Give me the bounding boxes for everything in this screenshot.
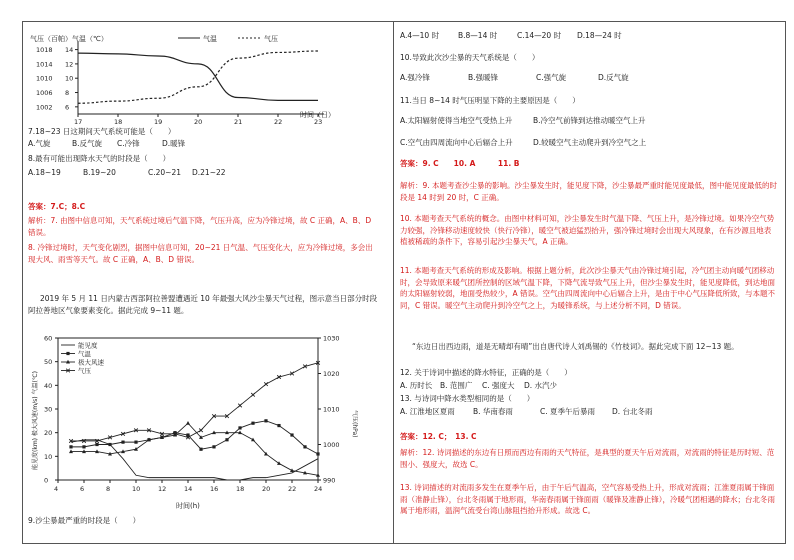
explanation-10: 10. 本题考查天气系统的概念。由图中材料可知，沙尘暴发生时气温下降、气压上升，是冷锋过境。如果冷空气势力较强，冷锋移动速度较快（快行冷锋），暖空气被迫猛烈抬升，强冷锋过境时会出现大风现象，在有沙源且地表植被稀疏的条件下，容易引起沙尘暴天气，A 正确。 bbox=[400, 214, 775, 246]
data-point bbox=[264, 382, 268, 386]
chart2-x-tick-label: 12 bbox=[158, 485, 167, 493]
chart1-x-tick-label: 21 bbox=[234, 118, 243, 126]
chart2-right-tick-label: 1000 bbox=[323, 441, 340, 449]
legend-label: 极大风速 bbox=[78, 358, 104, 367]
data-point bbox=[186, 421, 190, 425]
data-point bbox=[121, 441, 124, 444]
chart1-xlabel: 时间（日） bbox=[300, 111, 335, 119]
answer-7-8: 答案：7.C；8.C bbox=[28, 202, 86, 211]
q11-stem: 11.当日 8~14 时气压明显下降的主要原因是（ ） bbox=[400, 96, 580, 105]
chart2-x-tick-label: 16 bbox=[210, 485, 219, 493]
chart1-pres-tick-label: 1002 bbox=[36, 103, 53, 112]
chart2-x-tick-label: 18 bbox=[236, 485, 245, 493]
data-point bbox=[212, 445, 215, 448]
data-point bbox=[251, 393, 255, 397]
chart2-left-tick-label: 0 bbox=[44, 476, 49, 485]
q12-option-c[interactable]: C. 强度大 bbox=[482, 381, 515, 390]
chart1-x-tick-label: 22 bbox=[274, 118, 283, 126]
chart1-pres-tick-label: 1018 bbox=[36, 46, 53, 55]
q11-option-d[interactable]: D.较暖空气主动爬升到冷空气之上 bbox=[533, 138, 647, 147]
chart2-x-tick-label: 6 bbox=[80, 485, 85, 493]
q8-option-a[interactable]: A.18~19 bbox=[28, 168, 61, 177]
temp-pressure-chart bbox=[28, 32, 368, 127]
q9-option-a[interactable]: A.4—10 时 bbox=[400, 31, 440, 40]
q13-option-d[interactable]: D. 台北冬雨 bbox=[612, 407, 653, 416]
chart2-x-tick-label: 24 bbox=[314, 485, 323, 493]
chart1-ylabel: 气压（百帕）气温（℃） bbox=[30, 35, 108, 43]
legend-pres-label: 气压 bbox=[264, 35, 278, 43]
q12-option-d[interactable]: D. 水汽少 bbox=[524, 381, 558, 390]
data-point bbox=[277, 461, 281, 465]
q8-option-d[interactable]: D.21~22 bbox=[192, 168, 226, 177]
q7-option-b[interactable]: B.反气旋 bbox=[72, 139, 103, 148]
data-point bbox=[69, 445, 72, 448]
q12-stem: 12. 关于诗词中描述的降水特征，正确的是（ ） bbox=[400, 368, 572, 377]
q13-stem: 13. 与诗词中降水类型相同的是（ ） bbox=[400, 394, 535, 403]
q9-stem: 9.沙尘暴最严重的时段是（ ） bbox=[28, 516, 141, 525]
data-point bbox=[95, 443, 98, 446]
series-line-2 bbox=[71, 423, 318, 475]
q9-option-d[interactable]: D.18—24 时 bbox=[577, 31, 622, 40]
q10-option-b[interactable]: B.强暖锋 bbox=[468, 73, 499, 82]
chart1-x-tick-label: 18 bbox=[114, 118, 123, 126]
series-line-0 bbox=[71, 440, 318, 480]
chart2-right-tick-label: 990 bbox=[323, 476, 336, 485]
q7-option-d[interactable]: D.暖锋 bbox=[162, 139, 186, 148]
q10-option-c[interactable]: C.强气旋 bbox=[536, 73, 567, 82]
data-point bbox=[303, 445, 306, 448]
column-divider bbox=[393, 21, 394, 544]
q9-option-c[interactable]: C.14—20 时 bbox=[517, 31, 562, 40]
chart2-left-tick-label: 60 bbox=[44, 334, 53, 343]
chart1-pres-tick-label: 1014 bbox=[36, 60, 53, 69]
legend-label: 气压 bbox=[78, 367, 91, 375]
chart1-pres-tick-label: 1006 bbox=[36, 89, 53, 98]
chart1-x-tick-label: 17 bbox=[74, 118, 83, 126]
chart2-x-tick-label: 20 bbox=[262, 485, 271, 493]
chart1-x-tick-label: 19 bbox=[154, 118, 163, 126]
data-point bbox=[238, 426, 241, 429]
sandstorm-chart bbox=[28, 330, 358, 510]
temp-line bbox=[78, 53, 318, 100]
data-point bbox=[82, 445, 85, 448]
explanation-7: 解析：7. 由图中信息可知，天气系统过境后气温下降，气压升高，应为冷锋过境，故 C 正确，A、B、D 错误。 bbox=[28, 216, 372, 237]
chart2-left-tick-label: 30 bbox=[44, 405, 53, 414]
chart1-temp-tick-label: 12 bbox=[65, 60, 74, 69]
chart2-right-tick-label: 1020 bbox=[323, 370, 340, 378]
chart2-xlabel: 时间(h) bbox=[176, 502, 200, 510]
explanation-9: 解析：9. 本题考查沙尘暴的影响。沙尘暴发生时，能见度下降，沙尘暴最严重时能见度最低，图中能见度最低的时段是 14 时到 20 时，C 正确。 bbox=[400, 181, 778, 202]
data-point bbox=[277, 424, 280, 427]
q11-option-c[interactable]: C.空气由四周流向中心后辐合上升 bbox=[400, 138, 513, 147]
explanation-12: 解析：12. 诗词描述的东边有日照而西边有雨的天气特征，是典型的夏天午后对流雨，对流雨的特征是历时短、范围小、强度大，故选 C。 bbox=[400, 448, 775, 469]
q8-option-b[interactable]: B.19~20 bbox=[83, 168, 116, 177]
pressure-line bbox=[78, 51, 318, 103]
q13-option-a[interactable]: A. 江淮地区夏雨 bbox=[400, 407, 455, 416]
intro-9-11: 2019 年 5 月 11 日内蒙古西部阿拉善盟遭遇近 10 年最强大风沙尘暴天气过程，图示意当日部分时段阿拉善地区气象要素变化。据此完成 9~11 题。 bbox=[28, 294, 378, 315]
data-point bbox=[290, 433, 293, 436]
chart1-temp-tick-label: 10 bbox=[65, 74, 74, 83]
chart1-x-tick-label: 20 bbox=[194, 118, 203, 126]
series-line-1 bbox=[71, 421, 318, 454]
q7-stem: 7.18~23 日这期间天气系统可能是（ ） bbox=[28, 127, 176, 136]
q13-option-c[interactable]: C. 夏季午后暴雨 bbox=[540, 407, 596, 416]
q13-option-b[interactable]: B. 华南春雨 bbox=[473, 407, 513, 416]
chart2-left-tick-label: 40 bbox=[44, 381, 53, 390]
data-point bbox=[108, 443, 111, 446]
chart2-x-tick-label: 22 bbox=[288, 485, 297, 493]
q12-option-b[interactable]: B. 范围广 bbox=[440, 381, 473, 390]
chart2-ylabel-left: 能见度(km) 极大风速(m/s) 气温(℃) bbox=[32, 371, 39, 470]
chart2-x-tick-label: 10 bbox=[132, 485, 141, 493]
data-point bbox=[225, 438, 228, 441]
chart2-ylabel-right: 气压(hPa) bbox=[351, 410, 358, 438]
q8-option-c[interactable]: C.20~21 bbox=[148, 168, 181, 177]
q7-option-c[interactable]: C.冷锋 bbox=[117, 139, 140, 148]
q9-option-b[interactable]: B.8—14 时 bbox=[458, 31, 498, 40]
explanation-8: 8. 冷锋过境时，天气变化剧烈，据图中信息可知，20~21 日气温、气压变化大，应为冷锋过境，多会出现大风、雨雪等天气。故 C 正确，A、B、D 错误。 bbox=[28, 243, 373, 264]
q10-option-d[interactable]: D.反气旋 bbox=[598, 73, 629, 82]
chart2-left-tick-label: 10 bbox=[44, 452, 53, 461]
data-point bbox=[264, 419, 267, 422]
legend-temp-label: 气温 bbox=[203, 35, 217, 43]
data-point bbox=[238, 404, 242, 408]
intro-12-13: “东边日出西边雨，道是无晴却有晴”出自唐代诗人刘禹锡的《竹枝词》。据此完成下面 12~13 题。 bbox=[412, 342, 739, 351]
chart2-right-tick-label: 1010 bbox=[323, 405, 340, 414]
chart1-x-tick-label: 23 bbox=[314, 118, 323, 126]
legend-label: 能见度 bbox=[78, 341, 98, 350]
answer-12-13: 答案：12. C； 13. C bbox=[400, 432, 477, 441]
legend-label: 气温 bbox=[78, 350, 91, 358]
q11-option-b[interactable]: B.冷空气前锋到达推动暖空气上升 bbox=[533, 116, 646, 125]
chart2-x-tick-label: 4 bbox=[54, 485, 59, 493]
chart2-left-tick-label: 20 bbox=[44, 429, 53, 438]
data-point bbox=[251, 422, 254, 425]
chart1-pres-tick-label: 1010 bbox=[36, 74, 53, 83]
data-point bbox=[134, 441, 137, 444]
data-point bbox=[199, 448, 202, 451]
answer-9-11: 答案：9. C 10. A 11. B bbox=[400, 159, 520, 168]
chart2-left-tick-label: 50 bbox=[44, 358, 53, 367]
chart1-temp-tick-label: 14 bbox=[65, 46, 74, 55]
q11-option-a[interactable]: A.太阳辐射使得当地空气受热上升 bbox=[400, 116, 513, 125]
chart1-temp-tick-label: 6 bbox=[65, 103, 70, 112]
q7-option-a[interactable]: A.气旋 bbox=[28, 139, 51, 148]
q8-stem: 8.最有可能出现降水天气的时段是（ ） bbox=[28, 154, 171, 163]
chart2-x-tick-label: 14 bbox=[184, 485, 193, 493]
chart2-right-tick-label: 1030 bbox=[323, 334, 340, 343]
explanation-11: 11. 本题考查天气系统的形成及影响。根据上题分析，此次沙尘暴天气由冷锋过境引起，冷气团主动向暖气团移动时，会导致原来暖气团所控制的区域气温下降，下降气流导致气压上升，但沙尘暴发生时，能见度降低，到达地面的太阳辐射较弱，地面受热较少，A 错误。空气由四周流向中心后辐合上升，是由于中心气压降低所致，与本题不同，C 错误。暖空气主动爬升到冷空气之上，为暖锋系统，与上述分析不同，D 错误。 bbox=[400, 266, 776, 310]
data-point bbox=[134, 447, 138, 451]
q10-option-a[interactable]: A.强冷锋 bbox=[400, 73, 430, 82]
legend-marker bbox=[66, 352, 69, 355]
chart1-temp-tick-label: 8 bbox=[65, 89, 70, 98]
chart2-x-tick-label: 8 bbox=[106, 485, 111, 493]
data-point bbox=[316, 452, 319, 455]
q12-option-a[interactable]: A. 历时长 bbox=[400, 381, 433, 390]
explanation-13: 13. 诗词描述的对流雨多发生在夏季午后，由于午后气温高，空气容易受热上升，形成对流雨；江淮夏雨属于锋面雨（准静止锋），台北冬雨属于地形雨，华南春雨属于锋面雨（暖锋及准静止锋），冷暖气团相遇的降水；台北冬雨属于地形雨，温润气流受台湾山脉阻挡抬升形成。故选 C。 bbox=[400, 483, 775, 515]
q10-stem: 10.导致此次沙尘暴的天气系统是（ ） bbox=[400, 53, 540, 62]
series-line-3 bbox=[71, 363, 318, 441]
data-point bbox=[199, 429, 203, 433]
